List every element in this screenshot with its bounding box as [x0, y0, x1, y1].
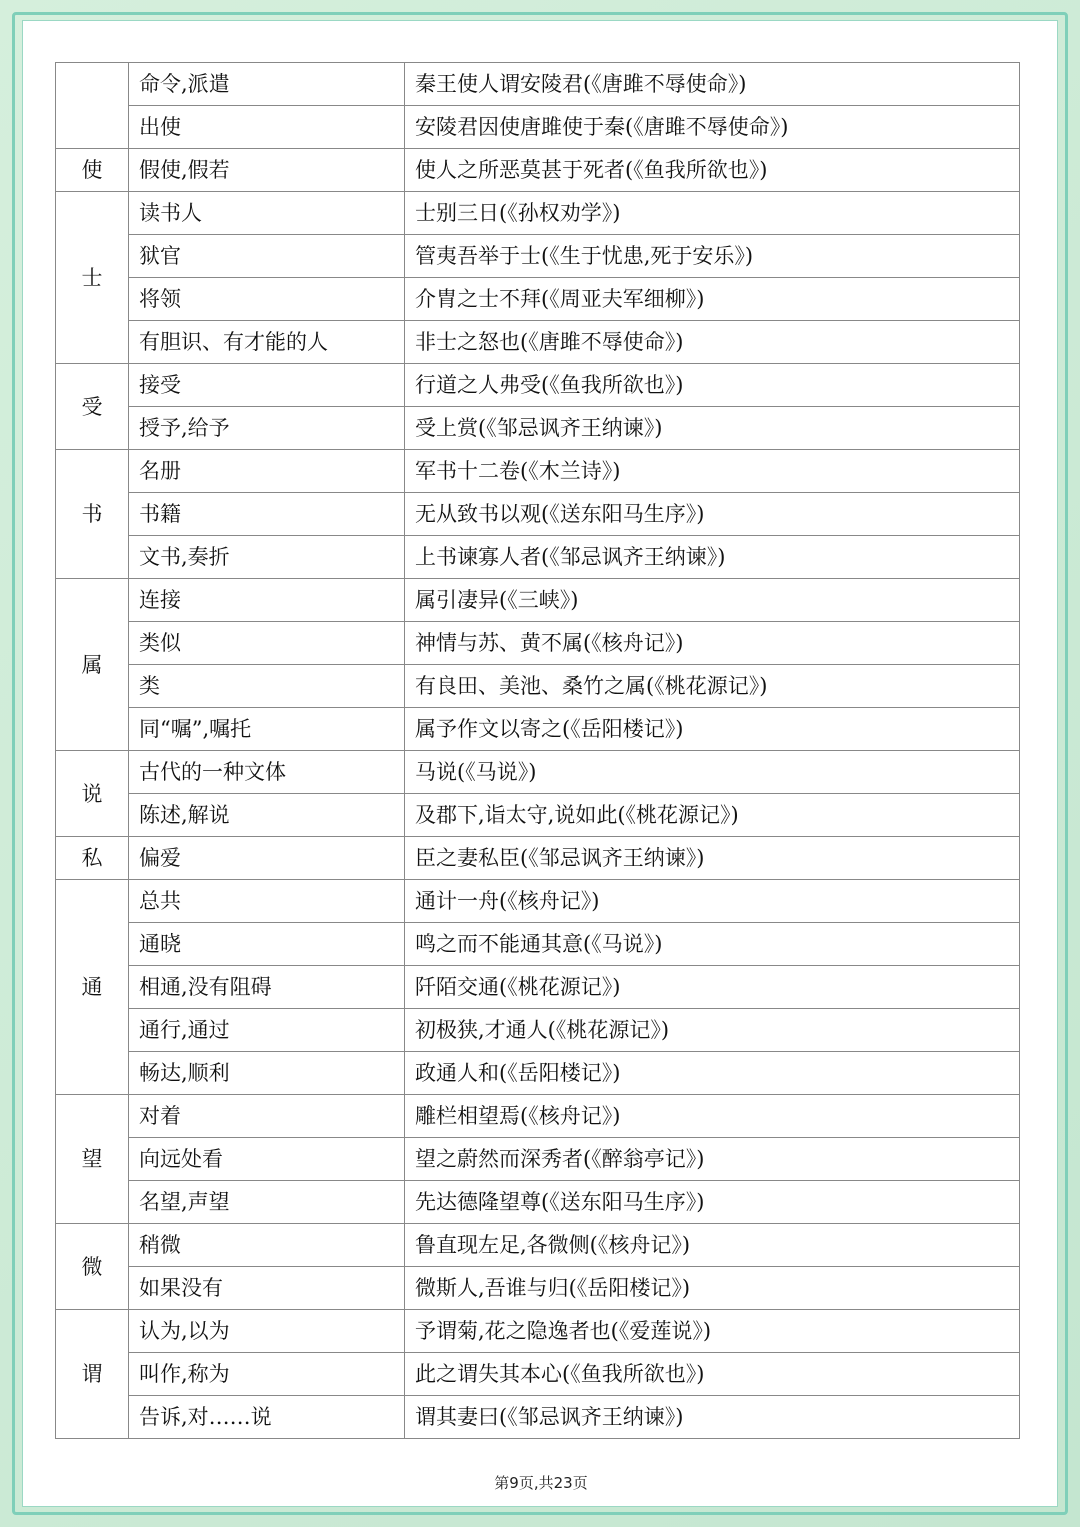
table-row [56, 751, 1020, 794]
example-cell: 谓其妻曰(《邹忌讽齐王纳谏》) [405, 1396, 1020, 1439]
meaning-cell: 有胆识、有才能的人 [129, 321, 405, 364]
table-row [56, 1138, 1020, 1181]
meaning-cell: 总共 [129, 880, 405, 923]
meaning-cell: 假使,假若 [129, 149, 405, 192]
table-row [56, 794, 1020, 837]
example-cell: 受上赏(《邹忌讽齐王纳谏》) [405, 407, 1020, 450]
meaning-cell: 书籍 [129, 493, 405, 536]
example-cell: 士别三日(《孙权劝学》) [405, 192, 1020, 235]
example-cell: 上书谏寡人者(《邹忌讽齐王纳谏》) [405, 536, 1020, 579]
example-cell: 神情与苏、黄不属(《核舟记》) [405, 622, 1020, 665]
example-cell: 初极狭,才通人(《桃花源记》) [405, 1009, 1020, 1052]
example-cell: 军书十二卷(《木兰诗》) [405, 450, 1020, 493]
table-row [56, 192, 1020, 235]
example-cell: 政通人和(《岳阳楼记》) [405, 1052, 1020, 1095]
example-cell: 先达德隆望尊(《送东阳马生序》) [405, 1181, 1020, 1224]
meaning-cell: 出使 [129, 106, 405, 149]
table-row [56, 407, 1020, 450]
headword-cell: 望 [56, 1095, 129, 1224]
example-cell: 属引凄异(《三峡》) [405, 579, 1020, 622]
table-row [56, 1224, 1020, 1267]
table-row [56, 665, 1020, 708]
meaning-cell: 古代的一种文体 [129, 751, 405, 794]
table-row [56, 536, 1020, 579]
example-cell: 秦王使人谓安陵君(《唐雎不辱使命》) [405, 63, 1020, 106]
example-cell: 安陵君因使唐雎使于秦(《唐雎不辱使命》) [405, 106, 1020, 149]
example-cell: 有良田、美池、桑竹之属(《桃花源记》) [405, 665, 1020, 708]
meaning-cell: 通行,通过 [129, 1009, 405, 1052]
example-cell: 予谓菊,花之隐逸者也(《爱莲说》) [405, 1310, 1020, 1353]
meaning-cell: 名册 [129, 450, 405, 493]
table-row [56, 966, 1020, 1009]
meaning-cell: 对着 [129, 1095, 405, 1138]
table-row [56, 149, 1020, 192]
headword-cell: 受 [56, 364, 129, 450]
table-row [56, 1009, 1020, 1052]
example-cell: 马说(《马说》) [405, 751, 1020, 794]
table-row [56, 450, 1020, 493]
meaning-cell: 畅达,顺利 [129, 1052, 405, 1095]
example-cell: 属予作文以寄之(《岳阳楼记》) [405, 708, 1020, 751]
meaning-cell: 向远处看 [129, 1138, 405, 1181]
table-row [56, 1396, 1020, 1439]
table-row [56, 1181, 1020, 1224]
meaning-cell: 狱官 [129, 235, 405, 278]
headword-cell: 书 [56, 450, 129, 579]
meaning-cell: 陈述,解说 [129, 794, 405, 837]
meaning-cell: 名望,声望 [129, 1181, 405, 1224]
vocabulary-table-body [56, 63, 1020, 1439]
table-row [56, 106, 1020, 149]
table-row [56, 1353, 1020, 1396]
table-row [56, 880, 1020, 923]
meaning-cell: 相通,没有阻碍 [129, 966, 405, 1009]
page-footer: 第9页,共23页 [494, 1474, 588, 1492]
example-cell: 及郡下,诣太守,说如此(《桃花源记》) [405, 794, 1020, 837]
headword-cell: 属 [56, 579, 129, 751]
headword-cell: 私 [56, 837, 129, 880]
table-row [56, 837, 1020, 880]
meaning-cell: 告诉,对……说 [129, 1396, 405, 1439]
meaning-cell: 文书,奏折 [129, 536, 405, 579]
example-cell: 鸣之而不能通其意(《马说》) [405, 923, 1020, 966]
table-row [56, 63, 1020, 106]
headword-cell: 谓 [56, 1310, 129, 1439]
meaning-cell: 同“嘱”,嘱托 [129, 708, 405, 751]
example-cell: 非士之怒也(《唐雎不辱使命》) [405, 321, 1020, 364]
example-cell: 通计一舟(《核舟记》) [405, 880, 1020, 923]
meaning-cell: 类 [129, 665, 405, 708]
headword-cell: 使 [56, 149, 129, 192]
example-cell: 行道之人弗受(《鱼我所欲也》) [405, 364, 1020, 407]
meaning-cell: 命令,派遣 [129, 63, 405, 106]
meaning-cell: 连接 [129, 579, 405, 622]
meaning-cell: 授予,给予 [129, 407, 405, 450]
meaning-cell: 通晓 [129, 923, 405, 966]
table-row [56, 1095, 1020, 1138]
meaning-cell: 认为,以为 [129, 1310, 405, 1353]
table-row [56, 708, 1020, 751]
meaning-cell: 读书人 [129, 192, 405, 235]
headword-cell: 微 [56, 1224, 129, 1310]
headword-cell: 通 [56, 880, 129, 1095]
table-row [56, 1052, 1020, 1095]
table-row [56, 235, 1020, 278]
table-row [56, 923, 1020, 966]
table-row [56, 321, 1020, 364]
example-cell: 无从致书以观(《送东阳马生序》) [405, 493, 1020, 536]
meaning-cell: 偏爱 [129, 837, 405, 880]
meaning-cell: 类似 [129, 622, 405, 665]
example-cell: 雕栏相望焉(《核舟记》) [405, 1095, 1020, 1138]
headword-cell: 说 [56, 751, 129, 837]
table-row [56, 622, 1020, 665]
example-cell: 望之蔚然而深秀者(《醉翁亭记》) [405, 1138, 1020, 1181]
headword-cell: 士 [56, 192, 129, 364]
example-cell: 臣之妻私臣(《邹忌讽齐王纳谏》) [405, 837, 1020, 880]
table-row [56, 1267, 1020, 1310]
example-cell: 管夷吾举于士(《生于忧患,死于安乐》) [405, 235, 1020, 278]
example-cell: 微斯人,吾谁与归(《岳阳楼记》) [405, 1267, 1020, 1310]
meaning-cell: 将领 [129, 278, 405, 321]
table-row [56, 579, 1020, 622]
meaning-cell: 如果没有 [129, 1267, 405, 1310]
table-row [56, 364, 1020, 407]
document-page [22, 20, 1058, 1507]
table-row [56, 278, 1020, 321]
example-cell: 鲁直现左足,各微侧(《核舟记》) [405, 1224, 1020, 1267]
table-row [56, 493, 1020, 536]
meaning-cell: 稍微 [129, 1224, 405, 1267]
example-cell: 此之谓失其本心(《鱼我所欲也》) [405, 1353, 1020, 1396]
example-cell: 阡陌交通(《桃花源记》) [405, 966, 1020, 1009]
headword-cell [56, 63, 129, 149]
example-cell: 介胄之士不拜(《周亚夫军细柳》) [405, 278, 1020, 321]
meaning-cell: 叫作,称为 [129, 1353, 405, 1396]
vocabulary-table [55, 62, 1020, 1439]
table-row [56, 1310, 1020, 1353]
example-cell: 使人之所恶莫甚于死者(《鱼我所欲也》) [405, 149, 1020, 192]
meaning-cell: 接受 [129, 364, 405, 407]
